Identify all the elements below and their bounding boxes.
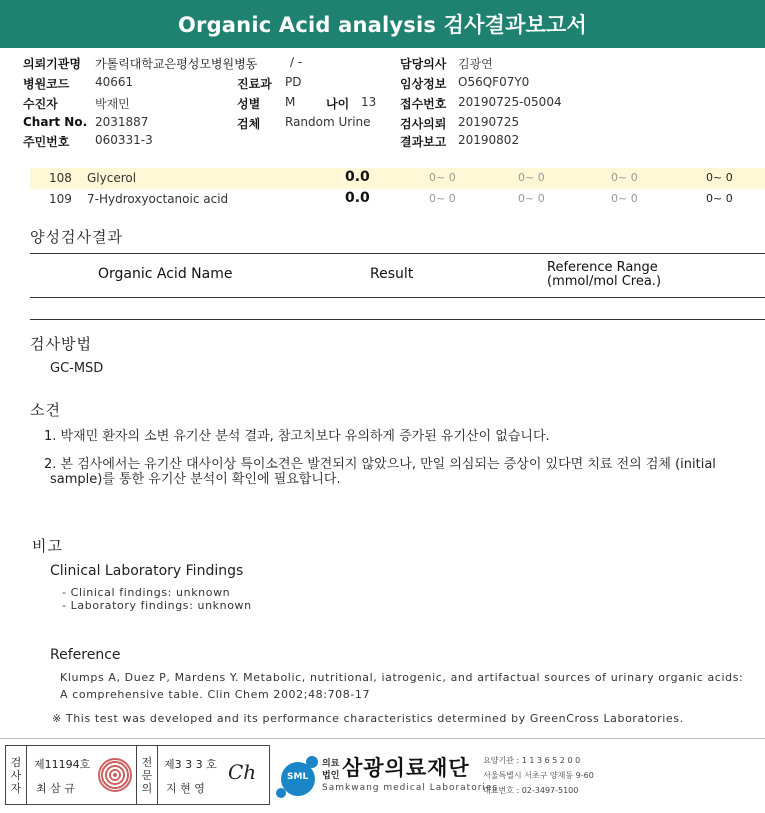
signature-box [5,745,270,805]
divider [30,297,765,298]
request-date-label: 검사의뢰 [400,117,447,131]
specialist-vertical-label [136,746,158,804]
clinical-info-label: 임상정보 [400,77,447,91]
opinion-title: 소견 [30,401,61,419]
report-title-banner [0,0,765,48]
age-value: 13 [361,95,377,109]
specialist-name: 지 현 영 [166,782,205,795]
institution-label: 의뢰기관명 [23,57,81,71]
resident-no-value: 060331-3 [95,133,153,147]
reference-line-2: A comprehensive table. Clin Chem 2002;48:708-17 [60,688,371,701]
range-header-line-1: Reference Range [547,260,658,275]
request-date-value: 20190725 [458,115,520,129]
specialist-char: 의 [141,781,153,795]
range-1: 0~ 0 [429,192,456,205]
org-small-2: 법인 [322,771,340,781]
specialist-license: 제3 3 3 호 [164,758,217,771]
row-number: 109 [49,192,72,206]
examiner-char: 사 [10,768,22,782]
doctor-value: 김광연 [458,57,493,71]
report-date-value: 20190802 [458,133,520,147]
ward-value: / - [290,55,303,69]
phone-number: 대표번호 : 02-3497-5100 [483,786,579,795]
clinical-findings-title: Clinical Laboratory Findings [50,563,244,579]
opinion-line-2: 2. 본 검사에서는 유기산 대사이상 특이소견은 발견되지 않았으나, 만일 의심되는 증상이 있다면 치료 전의 검체 (initial [44,457,716,472]
reception-label: 접수번호 [400,97,447,111]
chart-no-label: Chart No. [23,115,88,129]
method-value: GC-MSD [50,361,104,376]
range-3: 0~ 0 [611,192,638,205]
signature-mark: Ch [228,760,257,784]
lab-logo [270,750,750,805]
divider [30,253,765,254]
age-label: 나이 [326,97,350,111]
range-2: 0~ 0 [518,171,545,184]
patient-label: 수진자 [23,97,58,111]
divider [0,738,765,739]
org-small-1: 의료 [322,759,340,769]
specimen-value: Random Urine [285,115,371,129]
specimen-label: 검체 [237,117,261,131]
acid-result: 0.0 [345,190,370,206]
dept-value: PD [285,75,302,89]
specialist-char: 문 [141,768,153,782]
specialist-char: 전 [141,755,153,769]
range-3: 0~ 0 [611,171,638,184]
row-number: 108 [49,171,72,185]
acid-name: Glycerol [87,171,137,185]
examiner-seal-icon [98,758,132,792]
divider [30,319,765,320]
hospital-code-label: 병원코드 [23,77,70,91]
examiner-char: 자 [10,781,22,795]
org-english-name: Samkwang medical Laboratories [322,783,499,793]
sex-label: 성별 [237,97,261,111]
acid-result: 0.0 [345,169,370,185]
remarks-title: 비고 [32,537,63,555]
clinical-info-value: O56QF07Y0 [458,75,530,89]
method-title: 검사방법 [30,335,92,353]
positive-results-title: 양성검사결과 [30,228,123,246]
report-date-label: 결과보고 [400,135,447,149]
table-row [30,189,765,210]
examiner-name: 최 삼 규 [36,782,75,795]
col-acid-name: Organic Acid Name [98,266,233,282]
reference-line-1: Klumps A, Duez P, Mardens Y. Metabolic, nutritional, iatrogenic, and artifactual sources of urinary organic acids: [60,671,744,684]
footer [0,745,765,813]
chart-no-value: 2031887 [95,115,149,129]
examiner-license: 제11194호 [34,758,91,771]
acid-name: 7-Hydroxyoctanoic acid [87,192,229,206]
range-4: 0~ 0 [706,192,733,205]
dept-label: 진료과 [237,77,272,91]
opinion-line-1: 1. 박재민 환자의 소변 유기산 분석 결과, 참고치보다 유의하게 증가된 유기산이 없습니다. [44,429,550,444]
table-row [30,168,765,189]
clinical-findings-1: - Clinical findings: unknown [62,586,231,599]
patient-value: 박재민 [95,97,130,111]
range-header-line-2: (mmol/mol Crea.) [547,274,662,289]
report-title: Organic Acid analysis 검사결과보고서 [177,13,588,37]
clinical-findings-2: - Laboratory findings: unknown [62,599,252,612]
resident-no-label: 주민번호 [23,135,70,149]
range-1: 0~ 0 [429,171,456,184]
col-result: Result [370,266,414,282]
range-2: 0~ 0 [518,192,545,205]
org-name: 삼광의료재단 [342,756,470,780]
disclaimer-note: ※ This test was developed and its performance characteristics determined by GreenCross Laboratories. [52,712,684,725]
institution-value: 가톨릭대학교은평성모병원병동 [95,57,258,71]
sex-value: M [285,95,296,109]
col-reference-range [547,261,661,289]
address: 서울특별시 서초구 양재동 9-60 [483,771,594,780]
reference-title: Reference [50,647,121,663]
reception-value: 20190725-05004 [458,95,562,109]
examiner-vertical-label [6,746,27,804]
sml-logo-text: SML [287,772,309,782]
examiner-char: 검 [10,755,22,769]
hospital-code-value: 40661 [95,75,134,89]
doctor-label: 담당의사 [400,57,447,71]
range-4: 0~ 0 [706,171,733,184]
opinion-line-2-cont: sample)를 통한 유기산 분석이 확인에 필요합니다. [50,472,341,487]
institution-code: 요양기관 : 1 1 3 6 5 2 0 0 [483,756,581,765]
